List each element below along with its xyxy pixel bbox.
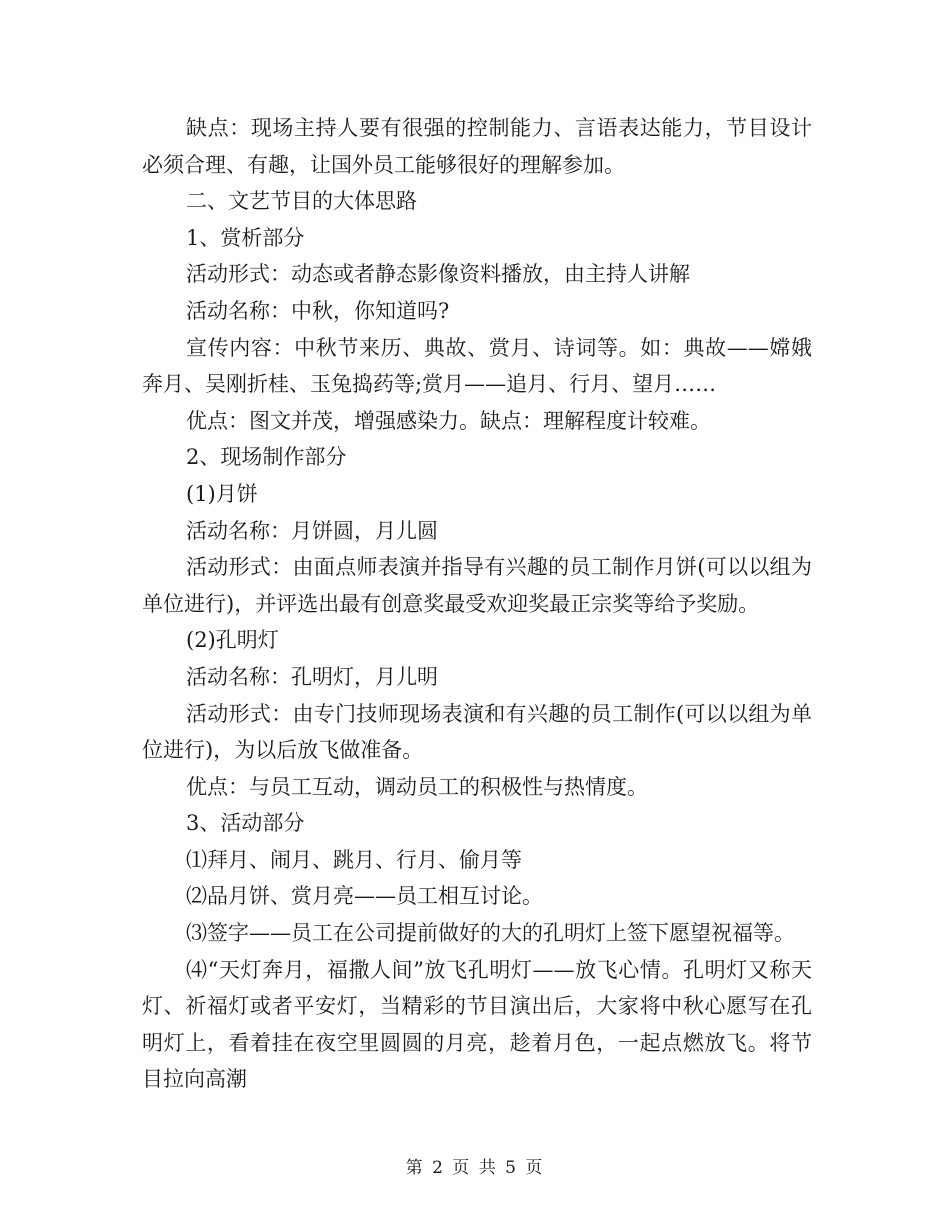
subsection-heading: 1、赏析部分 — [186, 225, 305, 250]
paragraph: 活动形式：由专门技师现场表演和有兴趣的员工制作(可以以组为单位进行)，为以后放飞做准备。 — [142, 701, 812, 763]
item-heading: (2)孔明灯 — [186, 628, 279, 653]
paragraph: 优点：与员工互动，调动员工的积极性与热情度。 — [186, 774, 648, 799]
item-heading: (1)月饼 — [186, 481, 258, 506]
paragraph: 优点：图文并茂，增强感染力。缺点：理解程度计较难。 — [186, 408, 711, 433]
paragraph: 活动形式：动态或者静态影像资料播放，由主持人讲解 — [186, 262, 690, 287]
list-item: ⑵品月饼、赏月亮——员工相互讨论。 — [186, 884, 543, 909]
section-heading: 二、文艺节目的大体思路 — [186, 189, 417, 214]
page-footer: 第 2 页 共 5 页 — [405, 1158, 545, 1178]
paragraph: 活动名称：中秋，你知道吗? — [186, 298, 450, 323]
paragraph: 活动名称：月饼圆，月儿圆 — [186, 518, 438, 543]
document-body — [142, 110, 812, 1098]
list-item: ⑷“天灯奔月，福撒人间”放飞孔明灯——放飞心情。孔明灯又称天灯、祈福灯或者平安灯，当精彩的节目演出后，大家将中秋心愿写在孔明灯上，看着挂在夜空里圆圆的月亮，趁着月色，一起点燃放飞。将节目拉向高潮 — [142, 957, 812, 1092]
paragraph: 缺点：现场主持人要有很强的控制能力、言语表达能力，节目设计必须合理、有趣，让国外员工能够很好的理解参加。 — [142, 116, 812, 177]
list-item: ⑶签字——员工在公司提前做好的大的孔明灯上签下愿望祝福等。 — [186, 921, 795, 946]
subsection-heading: 2、现场制作部分 — [186, 445, 347, 470]
subsection-heading: 3、活动部分 — [186, 811, 305, 836]
paragraph: 活动名称：孔明灯，月儿明 — [186, 664, 438, 689]
list-item: ⑴拜月、闹月、跳月、行月、偷月等 — [186, 847, 522, 872]
paragraph: 宣传内容：中秋节来历、典故、赏月、诗词等。如：典故——嫦娥奔月、吴刚折桂、玉兔捣药等;赏月——追月、行月、望月…… — [142, 335, 812, 397]
paragraph: 活动形式：由面点师表演并指导有兴趣的员工制作月饼(可以以组为单位进行)，并评选出最有创意奖最受欢迎奖最正宗奖等给予奖励。 — [142, 555, 812, 616]
